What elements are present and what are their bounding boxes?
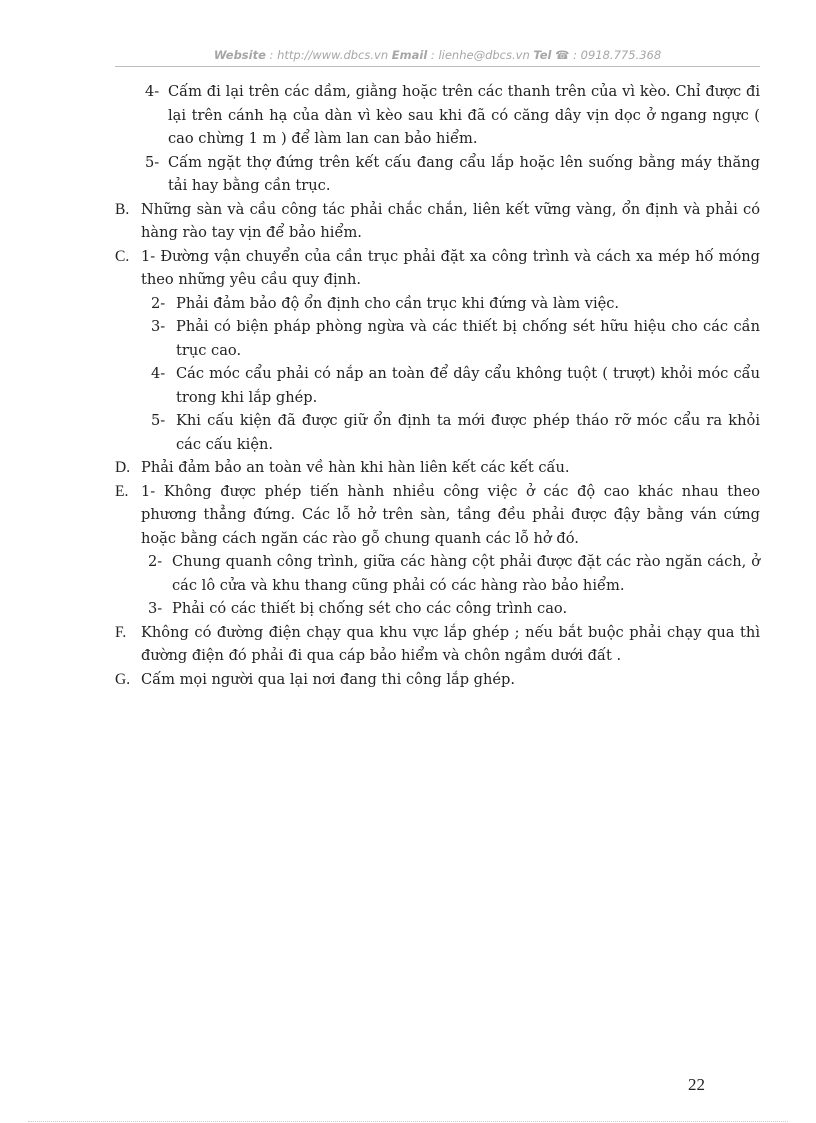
list-item [151,409,760,456]
section-letter: B. [115,200,130,218]
section-text: 1- Đường vận chuyển của cần trục phải đặt xa công trình và cách xa mép hố móng theo những yêu cầu quy định. [141,247,760,288]
section-text: Cấm mọi người qua lại nơi đang thi công lắp ghép. [141,670,516,688]
item-number: 4- [145,83,160,100]
item-text: Chung quanh công trình, giữa các hàng cột phải được đặt các rào ngăn cách, ở các lô cửa và khu thang cũng phải có các hàng rào bảo hiểm. [172,553,760,594]
item-text: Phải có các thiết bị chống sét cho các công trình cao. [172,600,568,617]
section-text: Những sàn và cầu công tác phải chắc chắn, liên kết vững vàng, ổn định và phải có hàng rào tay vịn để bảo hiểm. [141,200,760,241]
email-value: : lienhe@dbcs.vn [427,48,534,62]
item-text: Cấm đi lại trên các dầm, giằng hoặc trên các thanh trên của vì kèo. Chỉ được đi lại trên cánh hạ của dàn vì kèo sau khi đã có căng dây vịn dọc ở ngang ngực ( cao chừng 1 m ) để làm lan can bảo hiểm. [168,83,760,147]
tel-label: Tel [533,48,552,62]
page-header [115,48,760,62]
item-text: Phải đảm bảo độ ổn định cho cần trục khi đứng và làm việc. [176,294,620,312]
list-item [148,550,760,597]
section-letter: D. [115,459,131,476]
item-text: Khi cấu kiện đã được giữ ổn định ta mới được phép tháo rỡ móc cẩu ra khỏi các cấu kiện. [176,412,760,453]
section-d [115,456,760,480]
section-b [115,198,760,245]
section-text: Phải đảm bảo an toàn về hàn khi hàn liên kết các kết cấu. [141,459,570,476]
item-number: 4- [151,365,166,382]
item-number: 5- [151,412,166,429]
list-item [145,80,760,151]
list-item [151,315,760,362]
section-text: Không có đường điện chạy qua khu vực lắp ghép ; nếu bắt buộc phải chạy qua thì đường điện đó phải đi qua cáp bảo hiểm và chôn ngầm dưới đất . [141,623,760,664]
website-label: Website [213,48,266,62]
section-letter: C. [115,247,130,265]
section-g [115,668,760,692]
item-text: Phải có biện pháp phòng ngừa và các thiết bị chống sét hữu hiệu cho các cần trục cao. [176,318,760,359]
section-letter: F. [115,623,127,641]
section-c [115,245,760,292]
header-rule [115,66,760,67]
email-label: Email [391,48,428,62]
section-f [115,621,760,668]
item-text: Các móc cẩu phải có nắp an toàn để dây cẩu không tuột ( trượt) khỏi móc cẩu trong khi lắp ghép. [176,365,760,406]
website-value: : http://www.dbcs.vn [265,48,392,62]
section-letter: E. [115,482,129,500]
item-number: 2- [148,553,163,570]
list-item [151,362,760,409]
list-item [145,151,760,198]
section-e [115,480,760,551]
section-text: 1- Không được phép tiến hành nhiều công việc ở các độ cao khác nhau theo phương thẳng đứng. Các lỗ hở trên sàn, tầng đều phải được đậy bằng ván cứng hoặc bằng cách ngăn các rào gỗ chung quanh các lỗ hở đó. [141,482,760,547]
item-number: 3- [148,600,163,617]
list-item [148,597,760,621]
item-number: 2- [151,294,166,312]
page-number: 22 [688,1075,705,1094]
list-item [151,292,760,316]
document-body [115,80,760,691]
footer-rule [28,1121,788,1122]
item-number: 5- [145,153,160,171]
item-number: 3- [151,318,166,335]
item-text: Cấm ngặt thợ đứng trên kết cấu đang cẩu lắp hoặc lên suống bằng máy thăng tải hay bằng cần trục. [168,153,760,194]
section-letter: G. [115,670,131,688]
tel-value: : 0918.775.368 [569,48,662,62]
phone-icon: ☎ [555,48,570,62]
